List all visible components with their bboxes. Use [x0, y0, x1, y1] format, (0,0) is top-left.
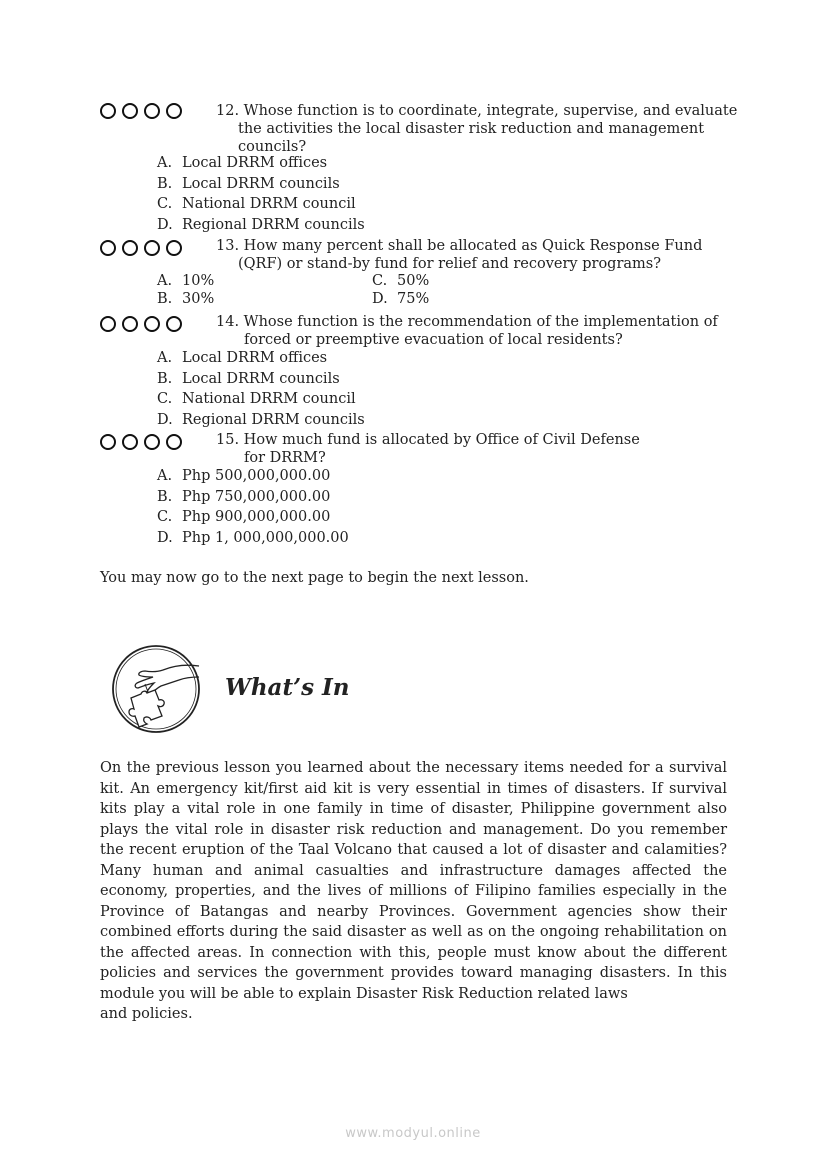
bubble-d[interactable] [166, 103, 182, 119]
option-d: D. 75% [372, 291, 430, 307]
bubble-b[interactable] [122, 103, 138, 119]
bubble-a[interactable] [100, 316, 116, 332]
question-line: 12. Whose function is to coordinate, integrate, supervise, and evaluate [216, 103, 738, 119]
answer-bubbles [100, 434, 182, 450]
option-c: C. National DRRM council [157, 196, 356, 212]
paragraph-line: module you will be able to explain Disaster Risk Reduction related laws [100, 985, 628, 1002]
option-a: A. Local DRRM offices [157, 350, 328, 366]
paragraph-line: plays the vital role in disaster risk reduction and management. Do you remember [100, 821, 727, 838]
option-d: D. Regional DRRM councils [157, 216, 365, 233]
option-a: A. Php 500,000,000.00 [157, 468, 331, 484]
paragraph-line: On the previous lesson you learned about the necessary items needed for a survival [100, 760, 727, 776]
next-lesson-note: You may now go to the next page to begin the next lesson. [100, 570, 529, 586]
paragraph-line: and policies. [100, 1006, 193, 1022]
options-12 [157, 153, 365, 235]
question-text [216, 102, 756, 156]
option-b: B. Local DRRM councils [157, 370, 340, 387]
answer-bubbles [100, 240, 182, 256]
bubble-a[interactable] [100, 434, 116, 450]
paragraph-line: Many human and animal casualties and infrastructure damages affected the [100, 862, 727, 879]
bubble-a[interactable] [100, 103, 116, 119]
option-c: C. Php 900,000,000.00 [157, 509, 331, 525]
paragraph-line: kits play a vital role in one family in time of disaster, Philippine government also [100, 801, 727, 817]
answer-bubbles [100, 316, 182, 332]
question-text [216, 313, 756, 349]
paragraph-line: the recent eruption of the Taal Volcano that caused a lot of disaster and calamities? [100, 842, 727, 858]
puzzle-hand-icon [111, 644, 201, 734]
option-a: A. Local DRRM offices [157, 155, 328, 171]
bubble-a[interactable] [100, 240, 116, 256]
option-d: D. Regional DRRM councils [157, 411, 365, 428]
option-b: B. Php 750,000,000.00 [157, 488, 331, 505]
bubble-b[interactable] [122, 434, 138, 450]
question-line: councils? [238, 139, 307, 155]
bubble-b[interactable] [122, 240, 138, 256]
options-13 [157, 272, 472, 308]
bubble-c[interactable] [144, 434, 160, 450]
question-text [216, 237, 756, 273]
bubble-d[interactable] [166, 240, 182, 256]
options-14 [157, 348, 365, 430]
option-b: B. 30% [157, 291, 215, 307]
question-line: for DRRM? [244, 450, 326, 466]
question-line: (QRF) or stand-by fund for relief and recovery programs? [238, 256, 661, 272]
paragraph-line: Province of Batangas and nearby Provinces. Government agencies show their [100, 903, 727, 920]
watermark: www.modyul.online [345, 1126, 481, 1141]
question-line: the activities the local disaster risk reduction and management [238, 121, 705, 137]
paragraph-line: economy, properties, and the lives of millions of Filipino families especially in the [100, 883, 727, 899]
bubble-d[interactable] [166, 316, 182, 332]
bubble-c[interactable] [144, 103, 160, 119]
option-d: D. Php 1, 000,000,000.00 [157, 529, 349, 546]
question-line: 13. How many percent shall be allocated as Quick Response Fund [216, 238, 703, 254]
option-a: A. 10% [157, 273, 215, 289]
option-b: B. Local DRRM councils [157, 175, 340, 192]
section-title: What’s In [225, 674, 350, 701]
bubble-c[interactable] [144, 240, 160, 256]
bubble-c[interactable] [144, 316, 160, 332]
paragraph-line: policies and services the government provides toward managing disasters. In this [100, 965, 727, 981]
option-c: C. 50% [372, 273, 430, 289]
paragraph-line: combined efforts during the said disaster as well as on the ongoing rehabilitation on [100, 924, 727, 940]
question-line: 14. Whose function is the recommendation of the implementation of [216, 314, 718, 330]
intro-paragraph [100, 758, 727, 1025]
paragraph-line: kit. An emergency kit/first aid kit is very essential in times of disasters. If survival [100, 780, 727, 797]
answer-bubbles [100, 103, 182, 119]
question-text [216, 431, 756, 467]
question-line: forced or preemptive evacuation of local residents? [244, 332, 623, 348]
options-15 [157, 466, 349, 548]
bubble-b[interactable] [122, 316, 138, 332]
question-line: 15. How much fund is allocated by Office of Civil Defense [216, 432, 640, 448]
paragraph-line: the affected areas. In connection with this, people must know about the different [100, 944, 727, 961]
bubble-d[interactable] [166, 434, 182, 450]
option-c: C. National DRRM council [157, 391, 356, 407]
